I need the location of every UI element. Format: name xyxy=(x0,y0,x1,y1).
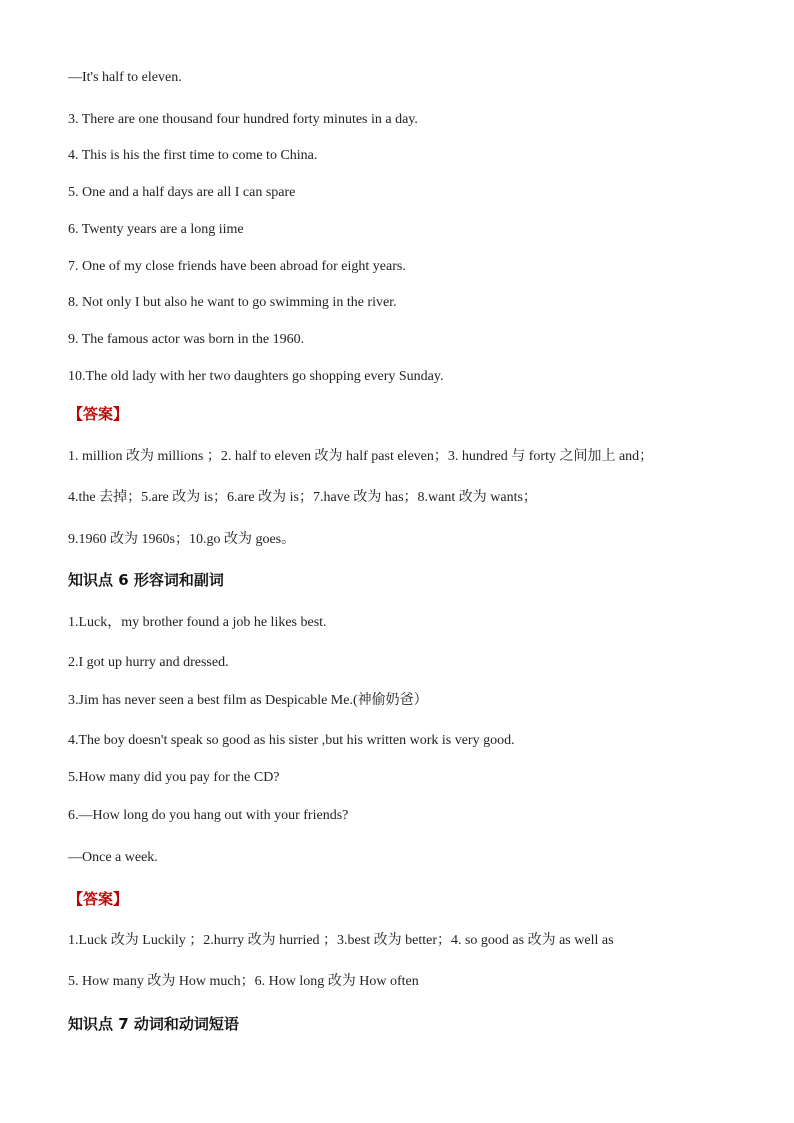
text-line: 4.The boy doesn't speak so good as his sister ,but his written work is very good. xyxy=(68,733,515,748)
text-line: 7. One of my close friends have been abroad for eight years. xyxy=(68,259,406,274)
text-line: 6.—How long do you hang out with your friends? xyxy=(68,808,349,823)
text-line: 1.Luck，my brother found a job he likes best. xyxy=(68,615,327,630)
text-line: 2.I got up hurry and dressed. xyxy=(68,655,229,670)
answer-line: 1.Luck 改为 Luckily ；2.hurry 改为 hurried ；3.best 改为 better；4. so good as 改为 as well as xyxy=(68,933,614,948)
text-line: 3. There are one thousand four hundred forty minutes in a day. xyxy=(68,112,418,127)
answer-label: 【答案】 xyxy=(68,890,129,908)
section-heading: 知识点 7 动词和动词短语 xyxy=(68,1015,239,1033)
text-line: 10.The old lady with her two daughters go shopping every Sunday. xyxy=(68,369,444,384)
answer-line: 5. How many 改为 How much；6. How long 改为 How often xyxy=(68,974,419,989)
answer-line: 4.the 去掉；5.are 改为 is；6.are 改为 is；7.have 改为 has；8.want 改为 wants； xyxy=(68,490,537,505)
text-line: 8. Not only I but also he want to go swimming in the river. xyxy=(68,295,397,310)
text-line: 5.How many did you pay for the CD? xyxy=(68,770,280,785)
answer-label: 【答案】 xyxy=(68,405,129,423)
answer-line: 9.1960 改为 1960s；10.go 改为 goes。 xyxy=(68,532,296,547)
answer-line: 1. million 改为 millions ；2. half to eleven 改为 half past eleven；3. hundred 与 forty 之间加上 and； xyxy=(68,449,654,464)
text-line: —It's half to eleven. xyxy=(68,70,182,85)
section-heading: 知识点 6 形容词和副词 xyxy=(68,571,224,589)
text-line: 6. Twenty years are a long iime xyxy=(68,222,244,237)
text-line: 3.Jim has never seen a best film as Despicable Me.(神偷奶爸） xyxy=(68,693,428,708)
text-line: 5. One and a half days are all I can spare xyxy=(68,185,296,200)
text-line: 9. The famous actor was born in the 1960. xyxy=(68,332,305,347)
text-line: —Once a week. xyxy=(68,850,158,865)
text-line: 4. This is his the first time to come to China. xyxy=(68,148,318,163)
